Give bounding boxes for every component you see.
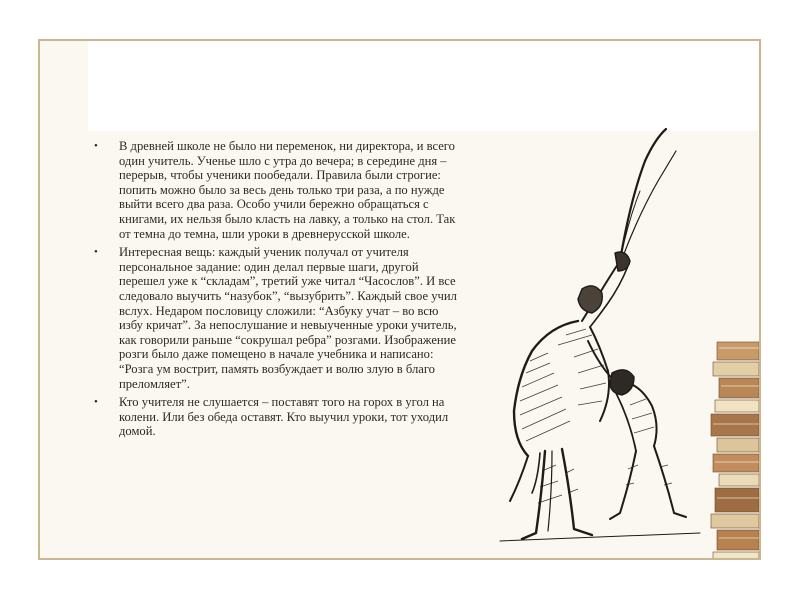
- teacher-punishing-pupil-engraving: [470, 121, 720, 560]
- bullet-text-1: В древней школе не было ни переменок, ни директора, и всего один учитель. Ученье шло с утра до вечера; в середине дня – перерыв, чтобы ученики пообедали. Правила были строгие: попить можно было за весь день только три раза, а по нужде выйти всего два раза. Особо учили бережно обращаться с книгами, их нельзя было класть на лавку, а только на стол. Так от темна до темна, шли уроки в древнерусской школе.: [119, 139, 456, 241]
- bullet-text-3: Кто учителя не слушается – поставят того на горох в угол на колени. Или без обеда оставят. Кто выучил уроки, тот уходил домой.: [119, 395, 449, 439]
- bullet-marker: •: [94, 396, 98, 409]
- bullet-marker: •: [94, 246, 98, 259]
- slide-text-area: [82, 139, 462, 443]
- bullet-item-1: [82, 139, 462, 241]
- slide-frame: [38, 39, 761, 560]
- bullet-text-2: Интересная вещь: каждый ученик получал от учителя персональное задание: один делал первые шаги, другой перешел уже к “складам”, третий уже читал “Часослов”. И все следовало выучить “назубок”, “вызубрить”. Каждый свое учил вслух. Недаром пословицу сложили: “Азбуку учат – во всю избу кричат”. За непослушание и невыученные уроки учитель, как говорили раньше “сокрушал ребра” розгами. Изображение розги было даже помещено в начале учебника и написано: “Розга ум вострит, память возбуждает и волю злую в благо преломляет”.: [119, 245, 457, 391]
- bullet-list: [82, 139, 462, 439]
- bullet-marker: •: [94, 140, 98, 152]
- slide-header-band: [88, 41, 761, 131]
- bullet-item-2: [82, 245, 462, 391]
- bullet-item-3: [82, 395, 462, 439]
